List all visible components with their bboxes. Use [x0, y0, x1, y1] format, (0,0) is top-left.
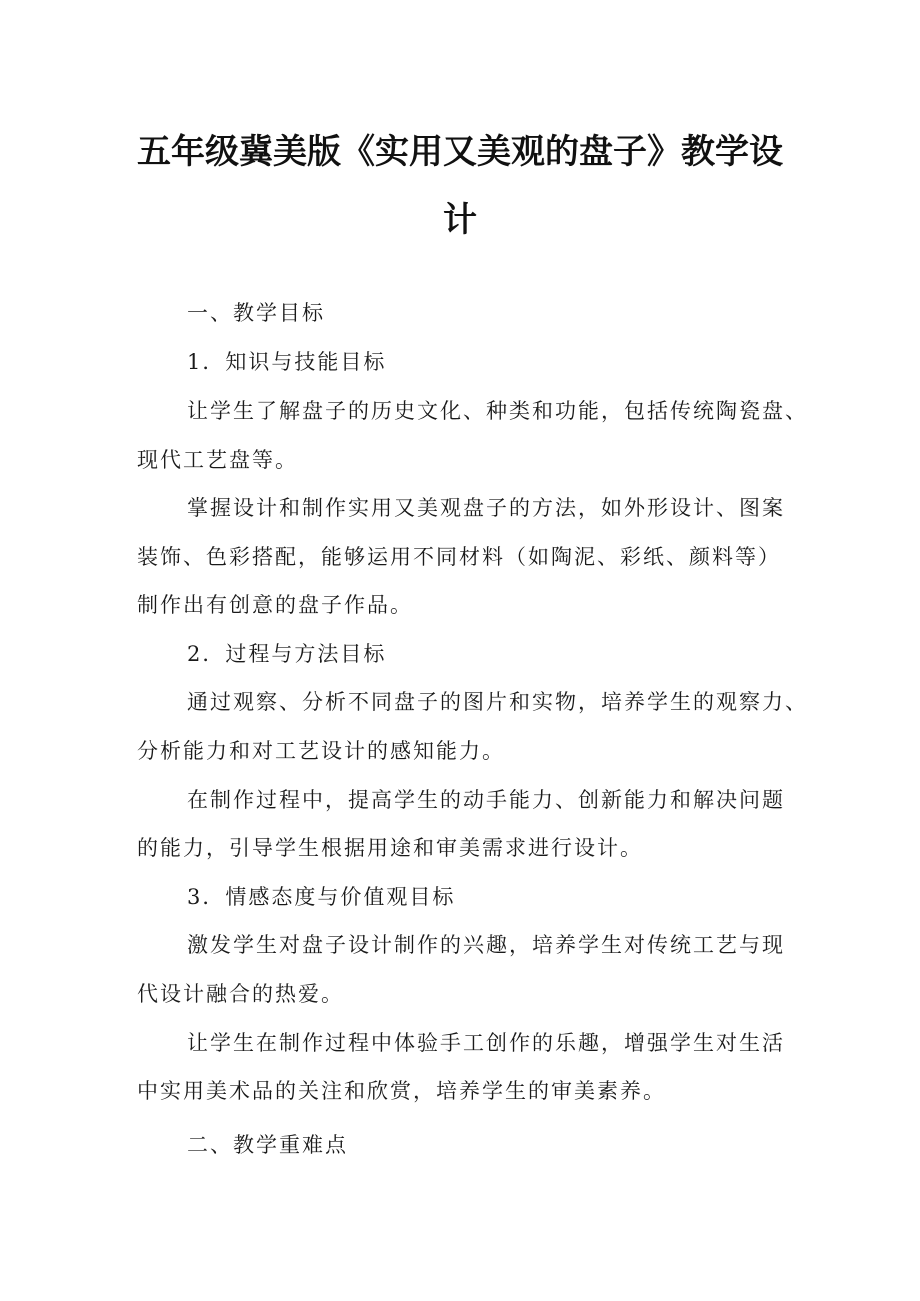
- paragraph-line: 通过观察、分析不同盘子的图片和实物，培养学生的观察力、: [187, 690, 808, 714]
- section-2-heading: 二、教学重难点: [187, 1133, 348, 1157]
- paragraph-line: 的能力，引导学生根据用途和审美需求进行设计。: [137, 836, 643, 860]
- paragraph-line: 代设计融合的热爱。: [137, 982, 344, 1006]
- paragraph-line: 在制作过程中，提高学生的动手能力、创新能力和解决问题: [187, 788, 785, 812]
- paragraph-line: 激发学生对盘子设计制作的兴趣，培养学生对传统工艺与现: [187, 933, 785, 957]
- paragraph-line: 中实用美术品的关注和欣赏，培养学生的审美素养。: [137, 1079, 666, 1103]
- paragraph-line: 让学生了解盘子的历史文化、种类和功能，包括传统陶瓷盘、: [187, 399, 808, 423]
- paragraph-line: 掌握设计和制作实用又美观盘子的方法，如外形设计、图案: [187, 496, 785, 520]
- document-title-line-2: 计: [443, 200, 477, 240]
- subsection-3-heading: 3．情感态度与价值观目标: [187, 885, 456, 909]
- subsection-2-heading: 2．过程与方法目标: [187, 642, 387, 666]
- paragraph-line: 让学生在制作过程中体验手工创作的乐趣，增强学生对生活: [187, 1031, 785, 1055]
- paragraph-line: 装饰、色彩搭配，能够运用不同材料（如陶泥、彩纸、颜料等）: [137, 545, 781, 569]
- paragraph-line: 分析能力和对工艺设计的感知能力。: [137, 739, 505, 763]
- paragraph-line: 制作出有创意的盘子作品。: [137, 593, 413, 617]
- document-title-line-1: 五年级冀美版《实用又美观的盘子》教学设: [137, 132, 783, 172]
- subsection-1-heading: 1．知识与技能目标: [187, 350, 387, 374]
- section-1-heading: 一、教学目标: [187, 301, 325, 325]
- paragraph-line: 现代工艺盘等。: [137, 448, 298, 472]
